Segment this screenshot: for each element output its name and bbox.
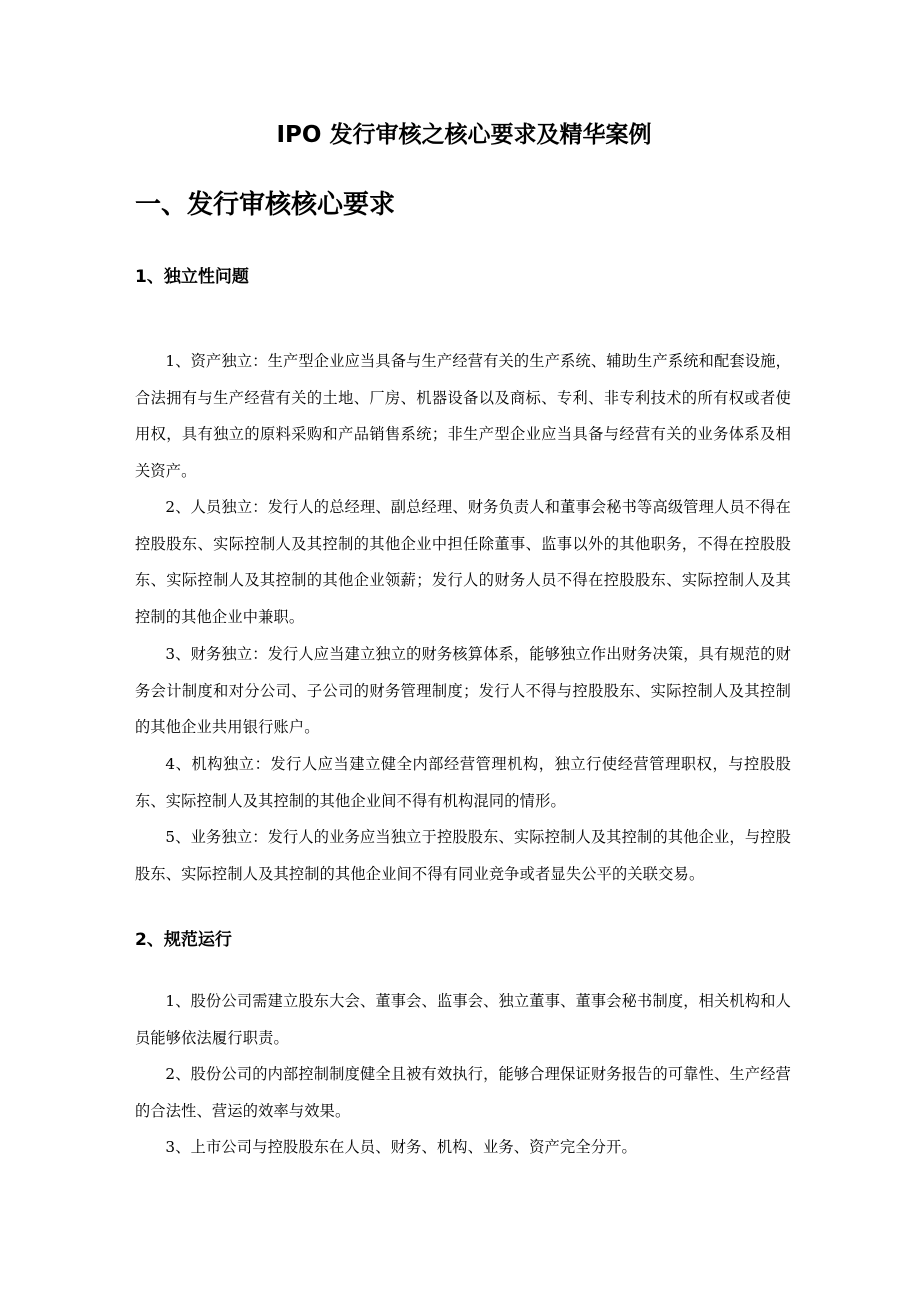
paragraph-internal-control: 2、股份公司的内部控制制度健全且被有效执行，能够合理保证财务报告的可靠性、生产经营的合法性、营运的效率与效果。 — [135, 1065, 791, 1120]
subsection-heading-standard-operation: 2、规范运行 — [135, 930, 232, 950]
subsection-heading-independence: 1、独立性问题 — [135, 267, 249, 287]
document-title: IPO 发行审核之核心要求及精华案例 — [276, 122, 652, 148]
paragraph-organization-independence: 4、机构独立：发行人应当建立健全内部经营管理机构，独立行使经营管理职权，与控股股东、实际控制人及其控制的其他企业间不得有机构混同的情形。 — [135, 755, 791, 810]
paragraph-financial-independence: 3、财务独立：发行人应当建立独立的财务核算体系，能够独立作出财务决策，具有规范的财务会计制度和对分公司、子公司的财务管理制度；发行人不得与控股股东、实际控制人及其控制的其他企业共用银行账户。 — [135, 645, 791, 736]
paragraph-business-independence: 5、业务独立：发行人的业务应当独立于控股股东、实际控制人及其控制的其他企业，与控股股东、实际控制人及其控制的其他企业间不得有同业竞争或者显失公平的关联交易。 — [135, 828, 791, 883]
paragraph-governance-system: 1、股份公司需建立股东大会、董事会、监事会、独立董事、董事会秘书制度，相关机构和人员能够依法履行职责。 — [135, 992, 791, 1047]
paragraph-asset-independence: 1、资产独立：生产型企业应当具备与生产经营有关的生产系统、辅助生产系统和配套设施，合法拥有与生产经营有关的土地、厂房、机器设备以及商标、专利、非专利技术的所有权或者使用权，具有独立的原料采购和产品销售系统；非生产型企业应当具备与经营有关的业务体系及相关资产。 — [135, 352, 791, 480]
section-heading-core-requirements: 一、发行审核核心要求 — [135, 190, 396, 220]
paragraph-personnel-independence: 2、人员独立：发行人的总经理、副总经理、财务负责人和董事会秘书等高级管理人员不得在控股股东、实际控制人及其控制的其他企业中担任除董事、监事以外的其他职务，不得在控股股东、实际控制人及其控制的其他企业领薪；发行人的财务人员不得在控股股东、实际控制人及其控制的其他企业中兼职。 — [135, 498, 791, 626]
paragraph-separation: 3、上市公司与控股股东在人员、财务、机构、业务、资产完全分开。 — [165, 1138, 637, 1156]
